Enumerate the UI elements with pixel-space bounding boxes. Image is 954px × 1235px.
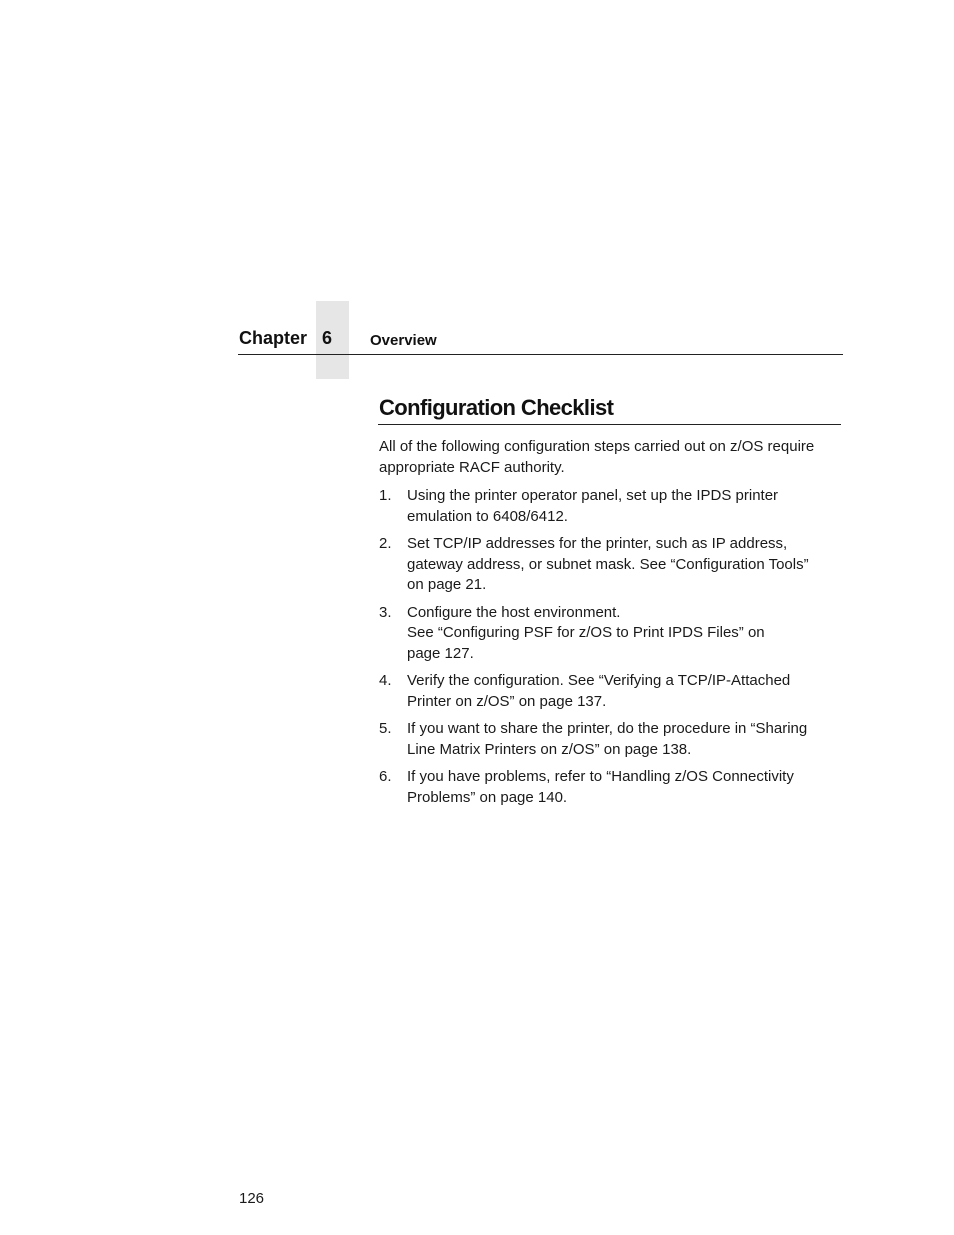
step-line: If you have problems, refer to “Handling z/OS Connectivity	[407, 768, 794, 785]
checklist-item	[379, 603, 844, 665]
step-line: gateway address, or subnet mask. See “Configuration Tools”	[407, 555, 809, 573]
checklist-item	[379, 671, 844, 712]
step-line: Set TCP/IP addresses for the printer, such as IP address,	[407, 535, 788, 552]
step-number: 3.	[379, 603, 392, 621]
chapter-label: Chapter	[239, 328, 308, 348]
step-number: 2.	[379, 535, 392, 552]
step-number: 5.	[379, 720, 392, 737]
step-line: Configure the host environment.	[407, 603, 621, 621]
step-text	[407, 603, 844, 665]
step-line: on page 21.	[407, 576, 487, 593]
chapter-tab	[316, 301, 349, 379]
step-text	[407, 671, 844, 712]
step-text	[407, 486, 844, 527]
body-content	[379, 437, 844, 815]
step-number: 1.	[379, 487, 392, 504]
step-line: page 127.	[407, 644, 474, 662]
step-line: Verify the configuration. See “Verifying a TCP/IP-Attached	[407, 672, 791, 689]
step-text	[407, 534, 844, 596]
header-divider	[238, 354, 843, 355]
section-title: Overview	[370, 332, 437, 349]
checklist-item	[379, 486, 844, 527]
step-text	[407, 767, 844, 808]
title-divider	[378, 424, 841, 425]
step-text	[407, 719, 844, 760]
step-line: Line Matrix Printers on z/OS” on page 138.	[407, 740, 692, 758]
step-line: emulation to 6408/6412.	[407, 507, 568, 525]
page-title: Configuration Checklist	[379, 395, 614, 420]
chapter-number: 6	[322, 328, 333, 348]
intro-paragraph: All of the following configuration steps carried out on z/OS require appropriate RACF authority.	[379, 438, 815, 476]
page-number: 126	[239, 1190, 265, 1207]
checklist-item	[379, 767, 844, 808]
step-line: See “Configuring PSF for z/OS to Print IPDS Files” on	[407, 624, 765, 641]
step-line: If you want to share the printer, do the procedure in “Sharing	[407, 720, 808, 737]
step-line: Using the printer operator panel, set up the IPDS printer	[407, 487, 779, 504]
step-line: Printer on z/OS” on page 137.	[407, 692, 607, 710]
step-number: 4.	[379, 672, 392, 689]
checklist-item	[379, 719, 844, 760]
checklist	[379, 486, 844, 808]
checklist-item	[379, 534, 844, 596]
step-line: Problems” on page 140.	[407, 788, 568, 806]
step-number: 6.	[379, 768, 392, 785]
